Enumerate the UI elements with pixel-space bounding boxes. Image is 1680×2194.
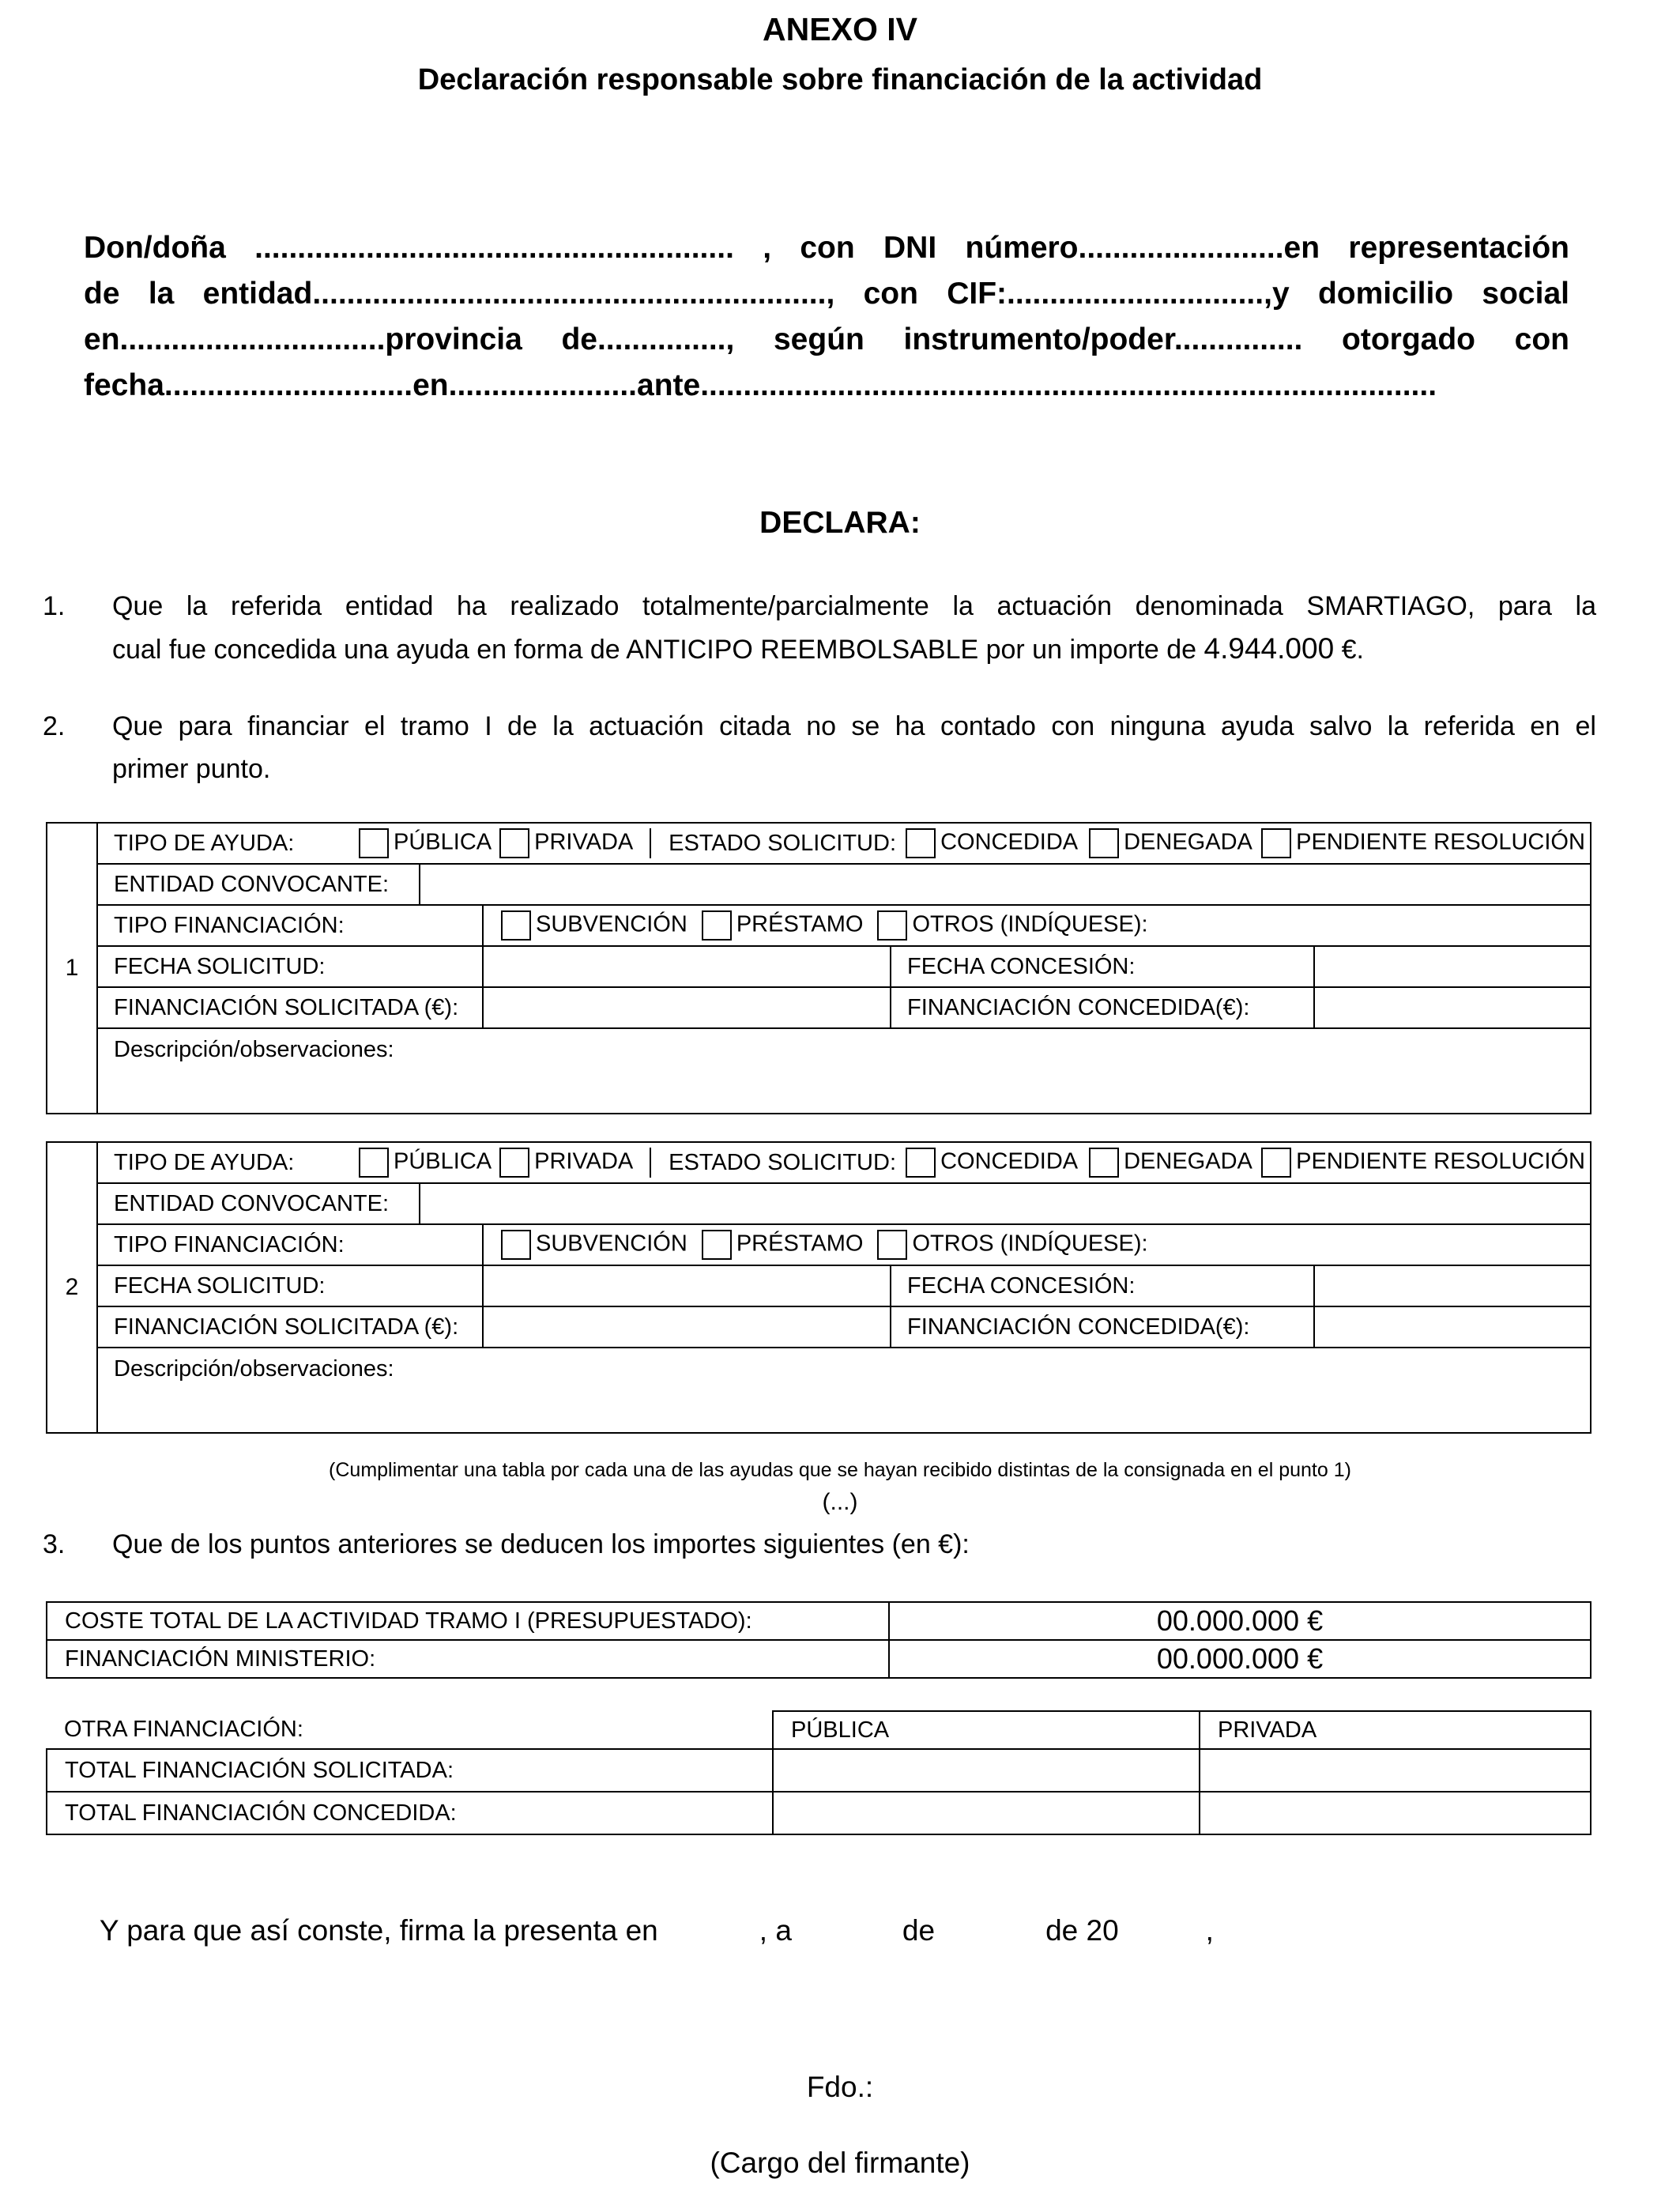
financiacion-ministerio-value[interactable]: 00.000.000 € — [889, 1640, 1591, 1678]
pendiente-checkbox[interactable] — [1261, 1148, 1291, 1178]
intro-paragraph — [84, 225, 1569, 409]
ayuda-index: 2 — [47, 1142, 97, 1433]
otros-label: OTROS (INDÍQUESE): — [912, 1231, 1148, 1257]
item-number: 1. — [43, 591, 66, 621]
financiacion-concedida-field[interactable] — [1314, 1306, 1591, 1348]
ayuda-table-2 — [46, 1141, 1591, 1434]
financiacion-solicitada-label: FINANCIACIÓN SOLICITADA (€): — [97, 987, 483, 1028]
tipo-financiacion-label: TIPO FINANCIACIÓN: — [97, 1224, 483, 1265]
signature-text-de-1: de — [902, 1914, 936, 1947]
publica-checkbox[interactable] — [359, 828, 389, 858]
fecha-solicitud-label: FECHA SOLICITUD: — [97, 1265, 483, 1306]
pendiente-label: PENDIENTE RESOLUCIÓN — [1296, 829, 1585, 855]
document-subtitle: Declaración responsable sobre financiación de la actividad — [417, 63, 1263, 96]
declaration-item-2 — [43, 705, 1596, 790]
concedida-label: CONCEDIDA — [940, 1148, 1079, 1174]
prestamo-label: PRÉSTAMO — [736, 911, 864, 937]
entidad-convocante-label: ENTIDAD CONVOCANTE: — [98, 865, 420, 904]
intro-line-2: de la entidad............................................................, con CIF:..............................,y domicilio social — [84, 277, 1569, 311]
item-text-line1: Que la referida entidad ha realizado totalmente/parcialmente la actuación denominada SMARTIAGO, para la — [112, 591, 1596, 621]
signature-text-place: Y para que así conste, firma la presenta en — [99, 1914, 658, 1947]
concedida-checkbox[interactable] — [906, 1148, 936, 1178]
declaration-item-1 — [43, 585, 1596, 671]
entidad-convocante-label: ENTIDAD CONVOCANTE: — [98, 1184, 420, 1223]
subvencion-checkbox[interactable] — [501, 910, 531, 941]
summary-table-other — [46, 1710, 1591, 1835]
fecha-solicitud-field[interactable] — [483, 1265, 891, 1306]
entidad-convocante-field[interactable] — [420, 865, 1590, 904]
total-concedida-publica-field[interactable] — [773, 1792, 1200, 1834]
item-number: 3. — [43, 1529, 66, 1559]
ayuda-index: 1 — [47, 823, 97, 1114]
signature-line — [84, 1881, 1214, 1947]
publica-column-header: PÚBLICA — [773, 1711, 1200, 1749]
otra-financiacion-label: OTRA FINANCIACIÓN: — [47, 1711, 773, 1749]
item-number: 2. — [43, 711, 66, 741]
cargo-firmante: (Cargo del firmante) — [710, 2147, 970, 2179]
subvencion-checkbox[interactable] — [501, 1230, 531, 1260]
fecha-concesion-label: FECHA CONCESIÓN: — [891, 946, 1314, 987]
denegada-checkbox[interactable] — [1089, 1148, 1119, 1178]
prestamo-checkbox[interactable] — [702, 1230, 732, 1260]
financiacion-concedida-label: FINANCIACIÓN CONCEDIDA(€): — [891, 987, 1314, 1028]
financiacion-ministerio-label: FINANCIACIÓN MINISTERIO: — [47, 1640, 889, 1678]
estado-solicitud-label: ESTADO SOLICITUD: — [669, 830, 896, 856]
total-concedida-privada-field[interactable] — [1200, 1792, 1591, 1834]
otros-checkbox[interactable] — [877, 1230, 907, 1260]
pendiente-label: PENDIENTE RESOLUCIÓN — [1296, 1148, 1585, 1174]
publica-checkbox[interactable] — [359, 1148, 389, 1178]
ellipsis: (...) — [822, 1489, 858, 1515]
publica-label: PÚBLICA — [394, 1148, 492, 1174]
privada-checkbox[interactable] — [499, 828, 529, 858]
total-solicitada-label: TOTAL FINANCIACIÓN SOLICITADA: — [47, 1749, 773, 1792]
financiacion-concedida-field[interactable] — [1314, 987, 1591, 1028]
intro-line-1: Don/doña ........................................................ , con DNI número........................en representación — [84, 231, 1569, 265]
intro-line-3: en...............................provincia de..............., según instrumento/poder............... otorgado con — [84, 322, 1569, 356]
subvencion-label: SUBVENCIÓN — [536, 1231, 687, 1257]
concedida-checkbox[interactable] — [906, 828, 936, 858]
financiacion-concedida-label: FINANCIACIÓN CONCEDIDA(€): — [891, 1306, 1314, 1348]
summary-table-costs — [46, 1601, 1591, 1679]
fecha-solicitud-field[interactable] — [483, 946, 891, 987]
entidad-convocante-field[interactable] — [420, 1184, 1590, 1223]
declara-heading: DECLARA: — [759, 506, 921, 540]
table-note: (Cumplimentar una tabla por cada una de las ayudas que se hayan recibido distintas de la consignada en el punto 1) — [329, 1459, 1351, 1481]
privada-column-header: PRIVADA — [1200, 1711, 1591, 1749]
publica-label: PÚBLICA — [394, 829, 492, 855]
descripcion-field[interactable] — [97, 1348, 1591, 1433]
tipo-ayuda-label: TIPO DE AYUDA: — [114, 830, 295, 856]
prestamo-checkbox[interactable] — [702, 910, 732, 941]
signature-text-a: , a — [759, 1914, 792, 1947]
total-solicitada-privada-field[interactable] — [1200, 1749, 1591, 1792]
denegada-label: DENEGADA — [1124, 1148, 1252, 1174]
descripcion-field[interactable] — [97, 1028, 1591, 1114]
item-text-line2: primer punto. — [112, 754, 271, 784]
signature-text-comma: , — [1205, 1914, 1214, 1947]
coste-total-label: COSTE TOTAL DE LA ACTIVIDAD TRAMO I (PRESUPUESTADO): — [47, 1602, 889, 1640]
otros-checkbox[interactable] — [877, 910, 907, 941]
declaration-item-3 — [43, 1523, 1596, 1566]
subvencion-label: SUBVENCIÓN — [536, 911, 687, 937]
financiacion-solicitada-field[interactable] — [483, 987, 891, 1028]
denegada-checkbox[interactable] — [1089, 828, 1119, 858]
fecha-solicitud-label: FECHA SOLICITUD: — [97, 946, 483, 987]
pendiente-checkbox[interactable] — [1261, 828, 1291, 858]
ayuda-table-1 — [46, 822, 1591, 1114]
amount-value: 4.944.000 — [1203, 632, 1335, 665]
financiacion-solicitada-field[interactable] — [483, 1306, 891, 1348]
estado-solicitud-label: ESTADO SOLICITUD: — [669, 1149, 896, 1175]
concedida-label: CONCEDIDA — [940, 829, 1079, 855]
item-text-line2: cual fue concedida una ayuda en forma de ANTICIPO REEMBOLSABLE por un importe de — [112, 635, 1204, 665]
prestamo-label: PRÉSTAMO — [736, 1231, 864, 1257]
amount-suffix: €. — [1334, 635, 1364, 665]
fecha-concesion-field[interactable] — [1314, 1265, 1591, 1306]
privada-checkbox[interactable] — [499, 1148, 529, 1178]
total-solicitada-publica-field[interactable] — [773, 1749, 1200, 1792]
item-text-line1: Que de los puntos anteriores se deducen los importes siguientes (en €): — [112, 1529, 970, 1559]
total-concedida-label: TOTAL FINANCIACIÓN CONCEDIDA: — [47, 1792, 773, 1834]
financiacion-solicitada-label: FINANCIACIÓN SOLICITADA (€): — [97, 1306, 483, 1348]
fdo-label: Fdo.: — [806, 2071, 874, 2103]
fecha-concesion-field[interactable] — [1314, 946, 1591, 987]
descripcion-label: Descripción/observaciones: — [114, 1356, 394, 1382]
privada-label: PRIVADA — [534, 1148, 634, 1174]
tipo-financiacion-label: TIPO FINANCIACIÓN: — [97, 905, 483, 946]
intro-line-4: fecha.............................en......................ante...................................................................................... — [84, 368, 1437, 402]
item-text-line1: Que para financiar el tramo I de la actuación citada no se ha contado con ninguna ayuda salvo la referida en el — [112, 711, 1596, 741]
coste-total-value[interactable]: 00.000.000 € — [889, 1602, 1591, 1640]
fecha-concesion-label: FECHA CONCESIÓN: — [891, 1265, 1314, 1306]
privada-label: PRIVADA — [534, 829, 634, 855]
tipo-ayuda-label: TIPO DE AYUDA: — [114, 1149, 295, 1175]
document-title: ANEXO IV — [763, 11, 917, 47]
otros-label: OTROS (INDÍQUESE): — [912, 911, 1148, 937]
denegada-label: DENEGADA — [1124, 829, 1252, 855]
signature-text-de-20: de 20 — [1045, 1914, 1119, 1947]
descripcion-label: Descripción/observaciones: — [114, 1037, 394, 1062]
